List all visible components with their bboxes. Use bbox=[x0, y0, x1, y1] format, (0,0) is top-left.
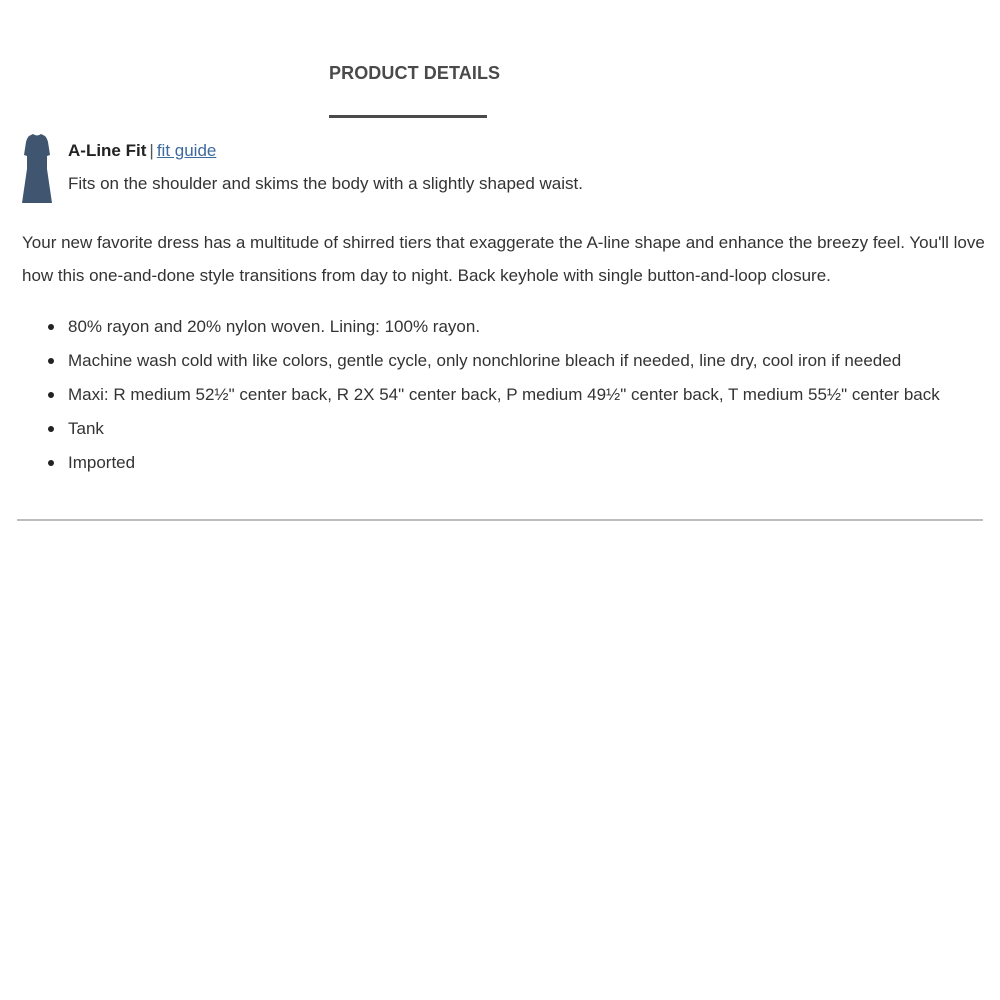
fit-name: A-Line Fit bbox=[68, 141, 147, 160]
section-divider bbox=[17, 519, 983, 521]
feature-item: 80% rayon and 20% nylon woven. Lining: 100% rayon. bbox=[68, 310, 1000, 344]
tab-product-details[interactable]: PRODUCT DETAILS bbox=[329, 63, 501, 83]
tab-active-underline bbox=[329, 115, 487, 118]
fit-guide-link[interactable]: fit guide bbox=[156, 141, 217, 160]
feature-list bbox=[22, 310, 1000, 480]
fit-line bbox=[68, 141, 216, 161]
fit-separator: | bbox=[149, 141, 154, 160]
fit-description: Fits on the shoulder and skims the body with a slightly shaped waist. bbox=[68, 174, 583, 193]
feature-item: Imported bbox=[68, 446, 1000, 480]
feature-item: Maxi: R medium 52½" center back, R 2X 54" center back, P medium 49½" center back, T medium 55½" center back bbox=[68, 378, 1000, 412]
product-description: Your new favorite dress has a multitude of shirred tiers that exaggerate the A-line shape and enhance the breezy feel. You'll love how this one-and-done style transitions from day to night. Back keyhole with single button-and-loop closure. bbox=[22, 233, 985, 285]
feature-item: Tank bbox=[68, 412, 1000, 446]
dress-silhouette-icon bbox=[20, 133, 54, 205]
feature-item: Machine wash cold with like colors, gentle cycle, only nonchlorine bleach if needed, line dry, cool iron if needed bbox=[68, 344, 1000, 378]
